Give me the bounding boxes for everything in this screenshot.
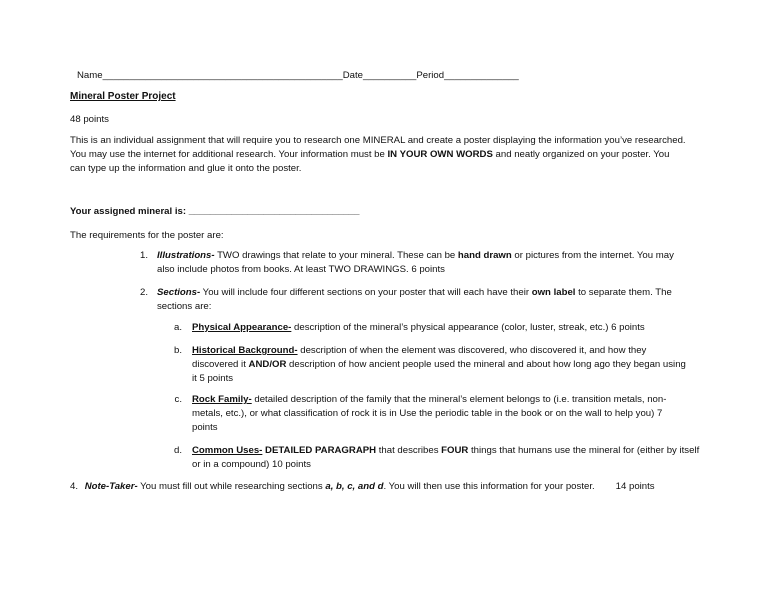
assigned-mineral-line [70,205,359,219]
section-subitem [174,393,722,435]
item-text: TWO drawings that relate to your mineral. These can be [214,250,458,261]
item-number: 2. [139,287,148,298]
item-title: Sections- [157,287,201,298]
subitem-text: description of when the element was discovered, who discovered it, and how they [297,345,647,356]
intro-text: You may use the internet for additional research. Your information must be [70,149,388,160]
subitem-emphasis: FOUR [441,445,469,456]
period-label: Period [416,70,445,81]
subitem-text: description of how ancient people used the mineral and about how long ago they began using [286,359,686,370]
requirement-item [139,249,717,277]
item-line-2: sections are: [157,301,212,312]
name-label: Name [77,70,103,81]
intro-line-3: can type up the information and glue it onto the poster. [70,163,302,174]
item-line-2: also include photos from books. At least TWO DRAWINGS. 6 points [157,264,445,275]
subitem-text: or in a compound) 10 points [192,459,311,470]
subitem-text: it 5 points [192,373,234,384]
date-blank: __________ [362,70,417,81]
intro-line-1: This is an individual assignment that will require you to research one MINERAL and create a poster displaying the information you’ve researched. [70,135,686,146]
requirements-intro: The requirements for the poster are: [70,230,224,241]
section-subitem [173,321,722,335]
period-blank: ______________ [444,70,519,81]
item-emphasis: a, b, c, and d [325,481,384,492]
subitem-title: Physical Appearance- [192,322,292,333]
subitem-text: metals, etc.), or what classification of rock it is in Use the periodic table in the book or on the wall to help you) 7 [192,408,663,419]
item-emphasis: hand drawn [457,250,512,261]
subitem-text: points [192,422,218,433]
item-text: or pictures from the internet. You may [511,250,674,261]
intro-line-2 [70,148,710,162]
requirement-item [139,286,717,314]
item-text: You must fill out while researching sections [137,481,326,492]
item-title: Illustrations- [157,250,215,261]
subitem-letter: b. [173,345,182,356]
subitem-letter: a. [173,322,182,333]
own-words-emphasis: IN YOUR OWN WORDS [387,149,493,160]
total-points: 48 points [70,114,109,125]
item-number: 4. [70,481,79,492]
subitem-text: things that humans use the mineral for (either by itself [468,445,700,456]
assigned-mineral-label: Your assigned mineral is: [70,206,189,217]
section-subitem [173,344,722,386]
subitem-title: Rock Family- [192,394,252,405]
page-title: Mineral Poster Project [70,91,176,102]
header-fields [77,69,519,83]
item-text: You will include four different sections on your poster that will each have their [200,287,532,298]
subitem-emphasis: AND/OR [248,359,287,370]
name-blank: _____________________________________________ [102,70,343,81]
intro-text: and neatly organized on your poster. You [492,149,670,160]
date-label: Date [342,70,363,81]
item-text: . You will then use this information for your poster. [383,481,595,492]
subitem-letter: c. [174,394,182,405]
subitem-text: that describes [376,445,442,456]
subitem-title: Historical Background- [192,345,298,356]
subitem-emphasis: DETAILED PARAGRAPH [262,445,377,456]
subitem-title: Common Uses- [192,445,263,456]
item-text: to separate them. The [575,287,672,298]
subitem-letter: d. [173,445,182,456]
section-subitem [173,444,722,472]
subitem-text: discovered it [192,359,249,370]
item-points: 14 points [615,481,655,492]
assigned-mineral-blank: ________________________________ [188,206,360,217]
item-title: Note-Taker- [84,481,138,492]
requirement-item-4 [70,480,655,494]
intro-paragraph [70,134,710,176]
item-number: 1. [139,250,148,261]
subitem-text: detailed description of the family that the mineral’s element belongs to (i.e. transition metals, non- [251,394,667,405]
item-emphasis: own label [531,287,576,298]
subitem-text: description of the mineral’s physical appearance (color, luster, streak, etc.) 6 points [291,322,645,333]
